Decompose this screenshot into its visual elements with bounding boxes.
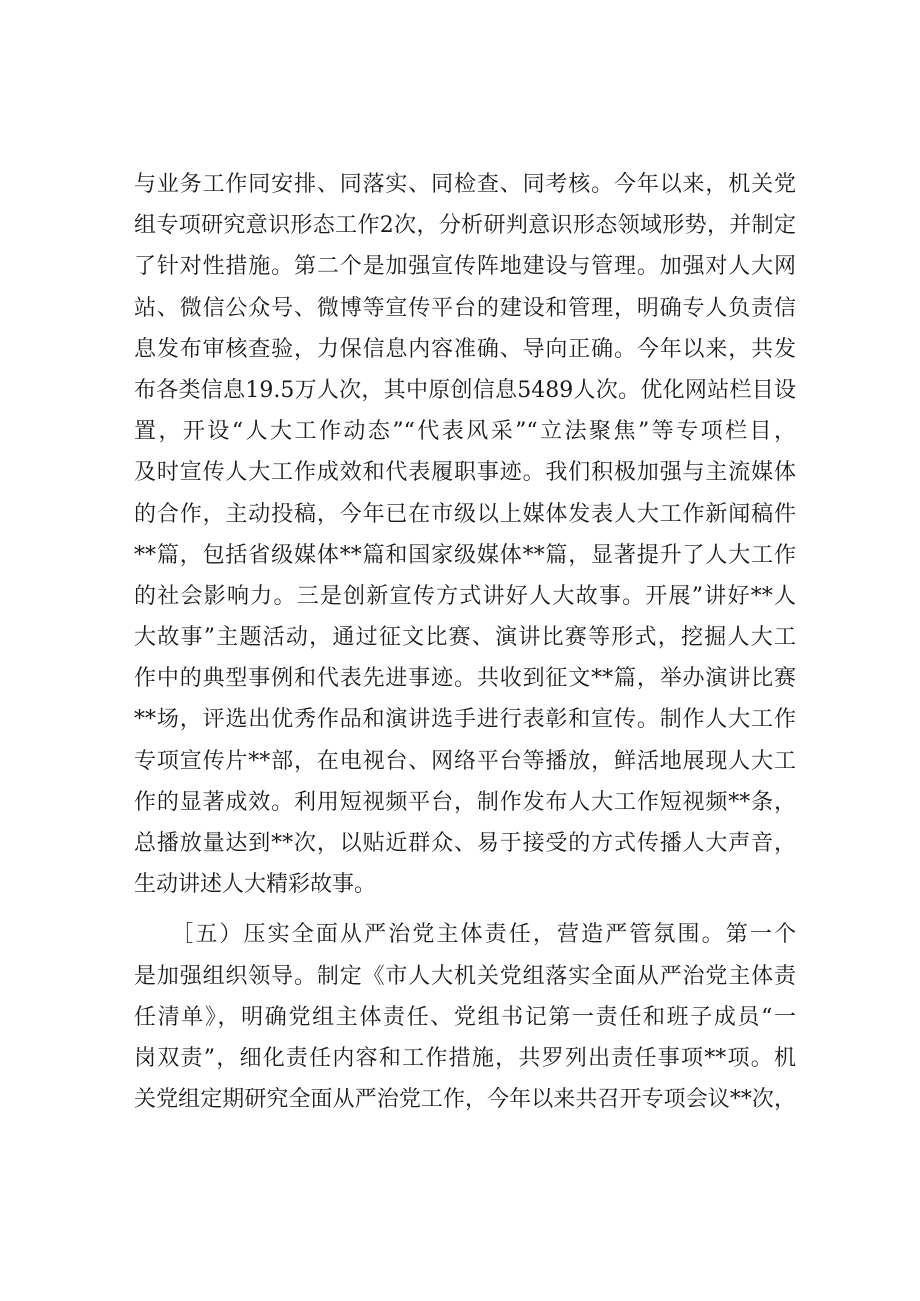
paragraph-gap xyxy=(134,905,796,914)
text-line: 生动讲述人大精彩故事。 xyxy=(134,872,377,898)
text-line: 总播放量达到**次，以贴近群众、易于接受的方式传播人大声音， xyxy=(134,831,796,856)
text-line: 岗双责”，细化责任内容和工作措施，共罗列出责任事项**项。机 xyxy=(134,1045,796,1071)
text-line: 关党组定期研究全面从严治党工作，今年以来共召开专项会议**次， xyxy=(134,1087,796,1113)
text-line: **篇，包括省级媒体**篇和国家级媒体**篇，显著提升了人大工作 xyxy=(134,542,796,568)
text-line: 作的显著成效。利用短视频平台，制作发布人大工作短视频**条， xyxy=(134,789,796,815)
text-line: 组专项研究意识形态工作2次，分析研判意识形态领域形势，并制定 xyxy=(134,213,796,239)
text-line: 专项宣传片**部，在电视台、网络平台等播放，鲜活地展现人大工 xyxy=(134,748,796,774)
text-line: **场，评选出优秀作品和演讲选手进行表彰和宣传。制作人大工作 xyxy=(134,707,796,733)
text-line: 及时宣传人大工作成效和代表履职事迹。我们积极加强与主流媒体 xyxy=(134,460,796,486)
text-line: ［五）压实全面从严治党主体责任，营造严管氛围。第一个 xyxy=(134,922,796,948)
text-line: 的社会影响力。三是创新宣传方式讲好人大故事。开展”讲好**人 xyxy=(134,583,796,609)
text-line: 大故事”主题活动，通过征文比赛、演讲比赛等形式，挖掘人大工 xyxy=(134,625,796,651)
paragraph-2 xyxy=(134,914,796,1120)
text-line: 的合作，主动投稿，今年已在市级以上媒体发表人大工作新闻稿件 xyxy=(134,501,796,527)
text-line: 与业务工作同安排、同落实、同检查、同考核。今年以来，机关党 xyxy=(134,172,796,197)
text-line: 是加强组织领导。制定《市人大机关党组落实全面从严治党主体责 xyxy=(134,963,796,989)
text-line: 任清单》，明确党组主体责任、党组书记第一责任和班子成员“一 xyxy=(134,1004,796,1030)
text-line: 作中的典型事例和代表先进事迹。共收到征文**篇，举办演讲比赛 xyxy=(134,666,796,692)
paragraph-1 xyxy=(134,164,796,905)
text-line: 了针对性措施。第二个是加强宣传阵地建设与管理。加强对人大网 xyxy=(134,254,796,280)
text-line: 布各类信息19.5万人次，其中原创信息5489人次。优化网站栏目设 xyxy=(134,377,796,403)
body-text xyxy=(134,164,796,1120)
text-line: 站、微信公众号、微博等宣传平台的建设和管理，明确专人负责信 xyxy=(134,295,796,321)
text-line: 置，开设“人大工作动态”“代表风采”“立法聚焦”等专项栏目， xyxy=(134,419,796,445)
text-line: 息发布审核查验，力保信息内容准确、导向正确。今年以来，共发 xyxy=(134,336,796,362)
